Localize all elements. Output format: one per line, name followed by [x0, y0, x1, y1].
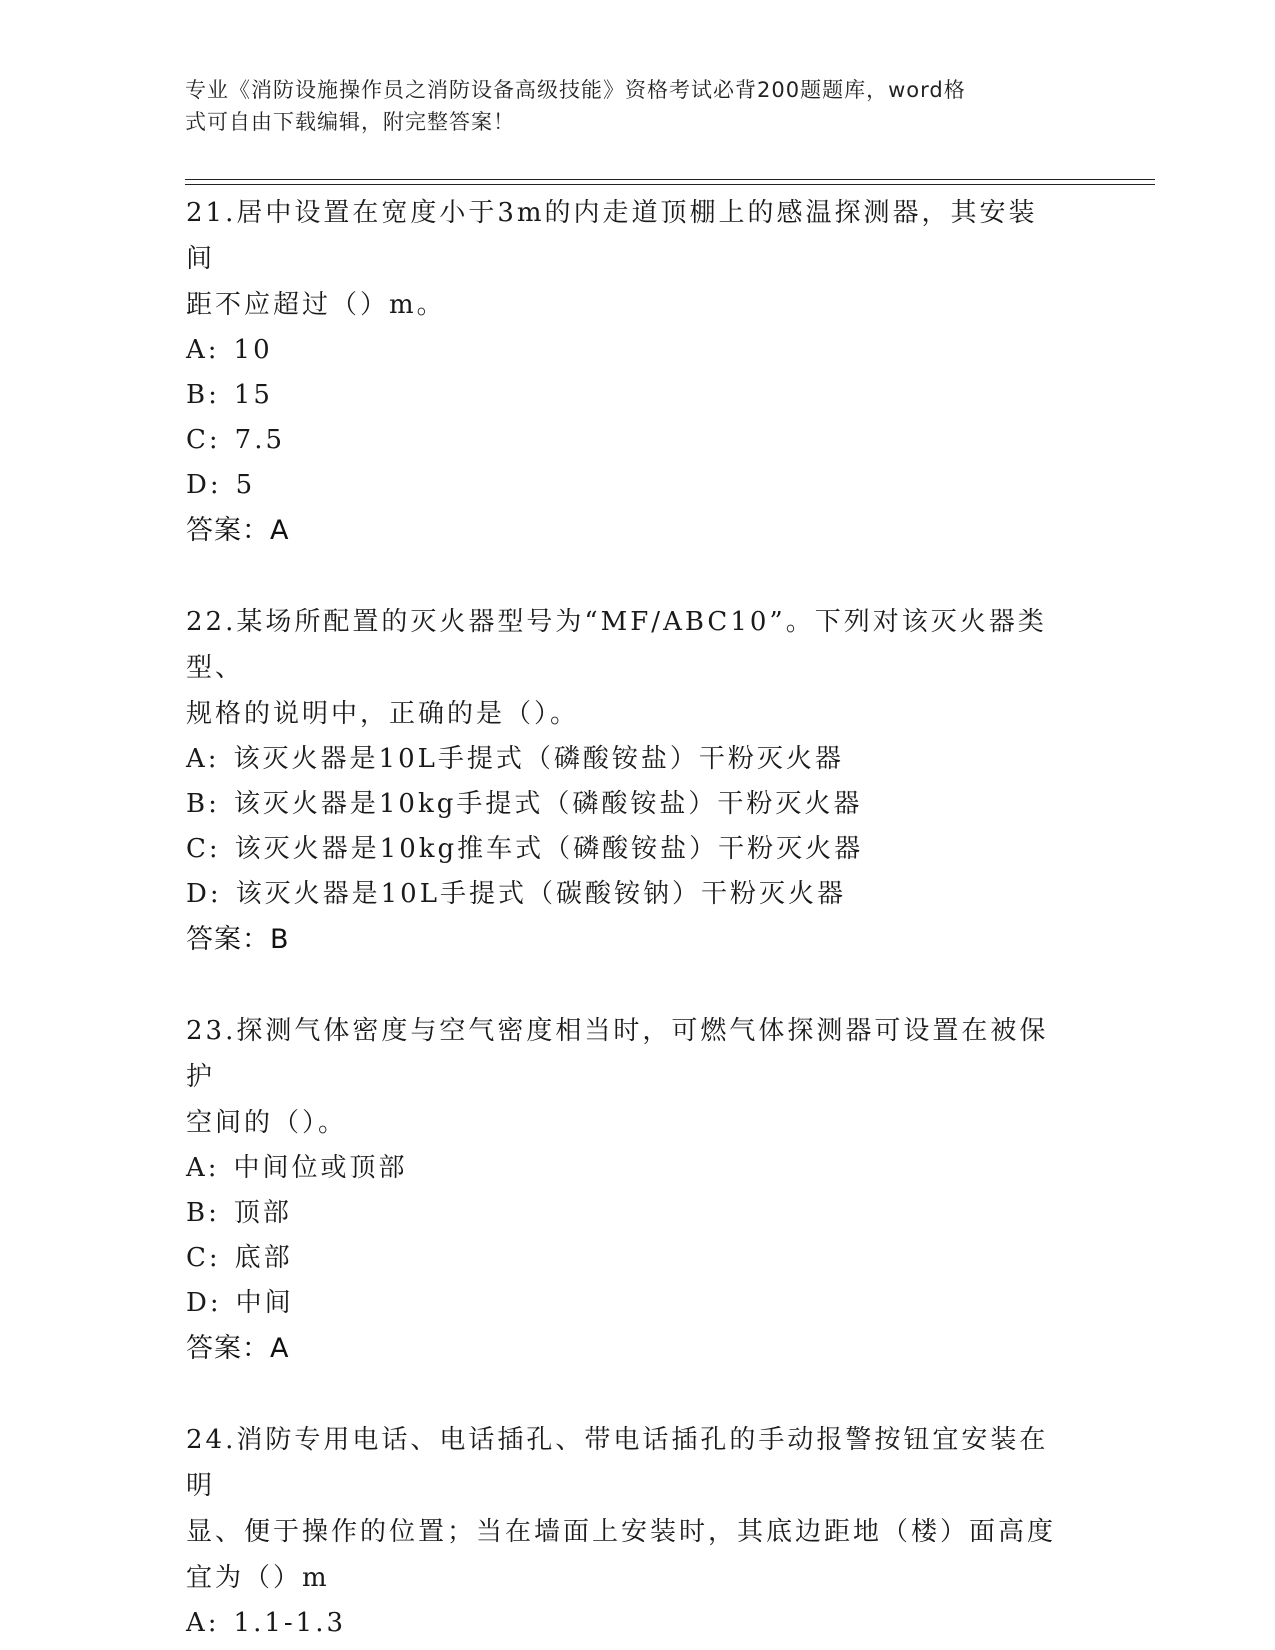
- option-key: C:: [186, 425, 221, 455]
- option-text: 中间位或顶部: [233, 1153, 408, 1183]
- question-stem-line: 显、便于操作的位置；当在墙面上安装时，其底边距地（楼）面高度: [186, 1517, 1057, 1547]
- answer-option: [186, 418, 1086, 463]
- answer-option: [186, 463, 1086, 508]
- option-text: 1.1-1.3: [233, 1608, 347, 1638]
- question-stem-line: 24.消防专用电话、电话插孔、带电话插孔的手动报警按钮宜安装在明: [186, 1425, 1049, 1501]
- option-text: 中间: [235, 1288, 294, 1318]
- question-stem-line: 23.探测气体密度与空气密度相当时，可燃气体探测器可设置在被保护: [186, 1016, 1049, 1092]
- answer-option: [186, 1236, 1086, 1281]
- header-line-1: 专业《消防设施操作员之消防设备高级技能》资格考试必背200题题库，word格: [185, 78, 966, 102]
- answer-option: [186, 872, 1086, 917]
- question-stem-line: 距不应超过（）m。: [186, 290, 446, 320]
- header-line-2: 式可自由下载编辑，附完整答案！: [185, 110, 515, 134]
- option-text: 该灭火器是10kg手提式（磷酸铵盐）干粉灭火器: [233, 789, 863, 819]
- option-text: 5: [235, 470, 256, 500]
- question-item: [186, 190, 1086, 553]
- option-key: B:: [186, 789, 220, 819]
- option-key: A:: [186, 1608, 220, 1638]
- option-key: B:: [186, 1198, 220, 1228]
- option-text: 15: [233, 380, 273, 410]
- answer-option: [186, 1281, 1086, 1326]
- question-spacer: [186, 1371, 1086, 1417]
- answer-option: [186, 1146, 1086, 1191]
- question-stem-line: 规格的说明中，正确的是（）。: [186, 699, 580, 729]
- option-text: 该灭火器是10kg推车式（磷酸铵盐）干粉灭火器: [234, 834, 864, 864]
- option-key: C:: [186, 1243, 221, 1273]
- option-key: B:: [186, 380, 220, 410]
- document-header: [185, 74, 1065, 138]
- question-list: [186, 190, 1086, 1646]
- correct-answer: 答案：A: [186, 515, 290, 546]
- option-key: D:: [186, 879, 222, 909]
- question-stem-line: 宜为（）m: [186, 1563, 330, 1593]
- question-item: [186, 1008, 1086, 1371]
- option-text: 10: [233, 335, 273, 365]
- question-stem-line: 21.居中设置在宽度小于3m的内走道顶棚上的感温探测器，其安装间: [186, 198, 1038, 274]
- answer-option: [186, 1191, 1086, 1236]
- option-text: 该灭火器是10L手提式（磷酸铵盐）干粉灭火器: [233, 744, 844, 774]
- correct-answer: 答案：A: [186, 1333, 290, 1364]
- header-divider-top: [185, 179, 1155, 180]
- header-divider-bottom: [185, 184, 1155, 185]
- option-text: 顶部: [233, 1198, 292, 1228]
- question-stem-line: 22.某场所配置的灭火器型号为“MF/ABC10”。下列对该灭火器类型、: [186, 607, 1047, 683]
- option-key: A:: [186, 335, 220, 365]
- answer-option: [186, 827, 1086, 872]
- answer-option: [186, 782, 1086, 827]
- option-key: A:: [186, 1153, 220, 1183]
- question-spacer: [186, 962, 1086, 1008]
- option-text: 7.5: [234, 425, 286, 455]
- option-key: D:: [186, 1288, 222, 1318]
- answer-option: [186, 373, 1086, 418]
- option-key: C:: [186, 834, 221, 864]
- option-key: A:: [186, 744, 220, 774]
- option-text: 该灭火器是10L手提式（碳酸铵钠）干粉灭火器: [235, 879, 846, 909]
- option-key: D:: [186, 470, 222, 500]
- correct-answer: 答案：B: [186, 924, 290, 955]
- answer-option: [186, 328, 1086, 373]
- option-text: 底部: [234, 1243, 293, 1273]
- question-item: [186, 1417, 1086, 1646]
- answer-option: [186, 1601, 1086, 1646]
- question-item: [186, 599, 1086, 962]
- answer-option: [186, 737, 1086, 782]
- question-stem-line: 空间的（）。: [186, 1108, 348, 1138]
- question-spacer: [186, 553, 1086, 599]
